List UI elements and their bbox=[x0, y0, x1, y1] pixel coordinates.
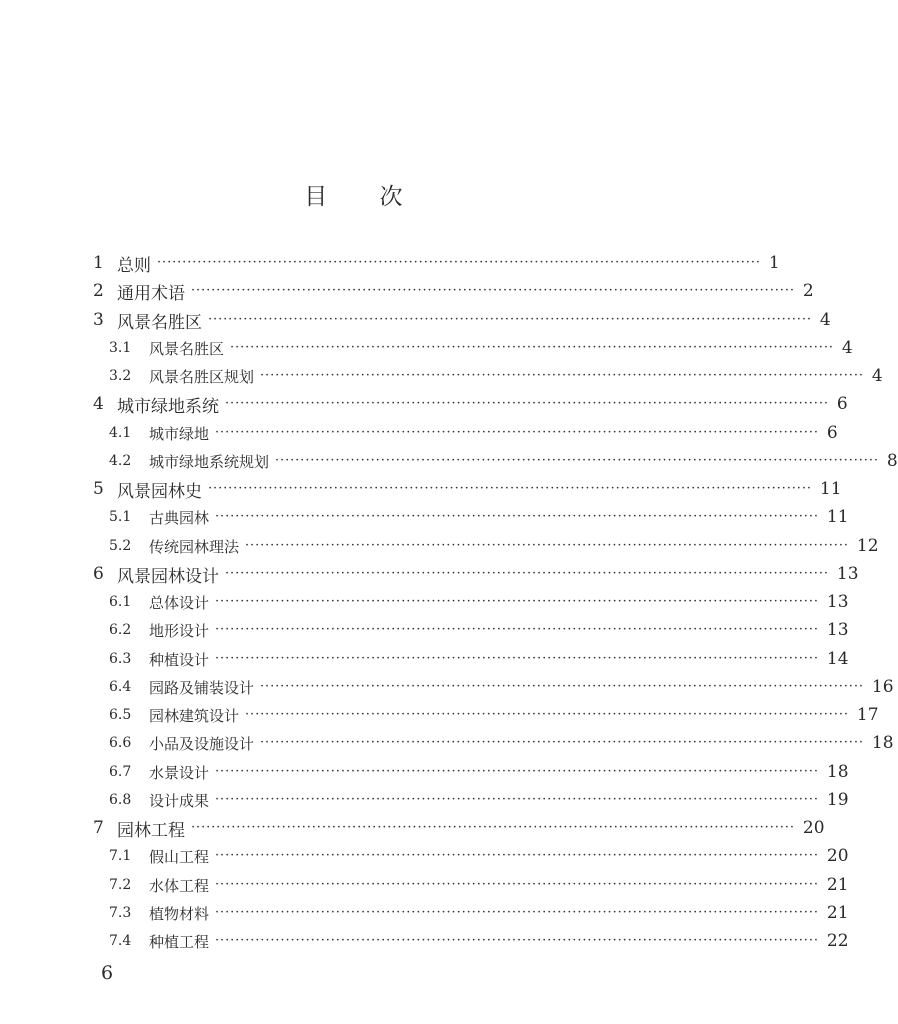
toc-section-row[interactable] bbox=[0, 334, 853, 362]
toc-dot-leader: ························································································································ bbox=[215, 848, 819, 863]
toc-dot-leader: ························································································································ bbox=[157, 255, 761, 270]
toc-entry-title: 风景名胜区 bbox=[117, 312, 202, 333]
toc-section-row[interactable] bbox=[0, 503, 849, 531]
toc-entry-title: 总则 bbox=[117, 255, 151, 276]
toc-entry-number: 4.2 bbox=[109, 453, 132, 469]
toc-entry-title: 假山工程 bbox=[149, 847, 210, 866]
toc-entry-title: 小品及设施设计 bbox=[149, 734, 255, 753]
toc-entry-title: 风景名胜区规划 bbox=[149, 367, 255, 386]
toc-dot-leader: ························································································································ bbox=[230, 340, 834, 355]
toc-section-row[interactable] bbox=[0, 899, 849, 927]
toc-entry-number: 4 bbox=[93, 394, 104, 414]
toc-entry-page: 1 bbox=[768, 253, 780, 273]
toc-section-row[interactable] bbox=[0, 871, 849, 899]
toc-entry-page: 18 bbox=[871, 733, 894, 753]
toc-dot-leader: ························································································································ bbox=[208, 481, 812, 496]
toc-entry-page: 6 bbox=[836, 394, 848, 414]
toc-entry-title: 总体设计 bbox=[149, 593, 210, 612]
toc-entry-title: 古典园林 bbox=[149, 508, 210, 527]
toc-entry-page: 13 bbox=[836, 564, 859, 584]
toc-entry-title: 风景园林设计 bbox=[117, 566, 219, 587]
toc-entry-number: 6.8 bbox=[109, 792, 132, 808]
toc-dot-leader: ························································································································ bbox=[208, 312, 812, 327]
toc-entry-page: 6 bbox=[826, 423, 838, 443]
toc-dot-leader: ························································································································ bbox=[215, 594, 819, 609]
toc-entry-page: 2 bbox=[802, 281, 814, 301]
toc-entry-title: 城市绿地系统规划 bbox=[149, 452, 270, 471]
toc-dot-leader: ························································································································ bbox=[260, 368, 864, 383]
toc-entry-title: 设计成果 bbox=[149, 791, 210, 810]
toc-section-row[interactable] bbox=[0, 532, 879, 560]
toc-entry-page: 20 bbox=[802, 818, 825, 838]
toc-entry-page: 12 bbox=[856, 536, 879, 556]
toc-dot-leader: ························································································································ bbox=[260, 679, 864, 694]
toc-entry-number: 3.2 bbox=[109, 368, 132, 384]
toc-entry-number: 7.2 bbox=[109, 877, 132, 893]
page-title bbox=[0, 178, 707, 211]
toc-section-row[interactable] bbox=[0, 758, 849, 786]
toc-section-row[interactable] bbox=[0, 701, 879, 729]
toc-entry-number: 5.1 bbox=[109, 509, 132, 525]
toc-section-row[interactable] bbox=[0, 927, 849, 955]
toc-entry-title: 传统园林理法 bbox=[149, 537, 240, 556]
toc-entry-title: 种植设计 bbox=[149, 650, 210, 669]
toc-entry-title: 种植工程 bbox=[149, 932, 210, 951]
toc-dot-leader: ························································································································ bbox=[225, 396, 829, 411]
toc-dot-leader: ························································································································ bbox=[191, 820, 795, 835]
toc-entry-number: 5.2 bbox=[109, 538, 132, 554]
toc-dot-leader: ························································································································ bbox=[260, 735, 864, 750]
toc-chapter-row[interactable] bbox=[0, 249, 780, 277]
toc-entry-page: 19 bbox=[826, 790, 849, 810]
toc-section-row[interactable] bbox=[0, 616, 849, 644]
toc-dot-leader: ························································································································ bbox=[215, 764, 819, 779]
toc-entry-page: 16 bbox=[871, 677, 894, 697]
toc-entry-number: 6.5 bbox=[109, 707, 132, 723]
toc-entry-title: 植物材料 bbox=[149, 904, 210, 923]
toc-entry-page: 22 bbox=[826, 931, 849, 951]
toc-entry-number: 7.1 bbox=[109, 848, 132, 864]
toc-entry-title: 园林工程 bbox=[117, 820, 185, 841]
toc-entry-number: 7.4 bbox=[109, 933, 132, 949]
toc-entry-title: 城市绿地系统 bbox=[117, 396, 219, 417]
toc-entry-page: 11 bbox=[826, 507, 849, 527]
toc-entry-page: 11 bbox=[819, 479, 842, 499]
toc-dot-leader: ························································································································ bbox=[225, 566, 829, 581]
toc-chapter-row[interactable] bbox=[0, 390, 848, 418]
toc-entry-page: 13 bbox=[826, 620, 849, 640]
toc-section-row[interactable] bbox=[0, 673, 894, 701]
toc-entry-title: 地形设计 bbox=[149, 621, 210, 640]
toc-entry-number: 6.3 bbox=[109, 651, 132, 667]
toc-entry-title: 通用术语 bbox=[117, 283, 185, 304]
toc-dot-leader: ························································································································ bbox=[245, 707, 849, 722]
toc-entry-page: 8 bbox=[886, 451, 898, 471]
toc-dot-leader: ························································································································ bbox=[215, 877, 819, 892]
toc-entry-number: 6.2 bbox=[109, 622, 132, 638]
toc-entry-page: 4 bbox=[841, 338, 853, 358]
toc-entry-title: 园路及铺装设计 bbox=[149, 678, 255, 697]
toc-entry-title: 水景设计 bbox=[149, 763, 210, 782]
toc-section-row[interactable] bbox=[0, 645, 849, 673]
toc-entry-number: 6.7 bbox=[109, 764, 132, 780]
toc-section-row[interactable] bbox=[0, 729, 894, 757]
toc-dot-leader: ························································································································ bbox=[215, 509, 819, 524]
toc-entry-page: 13 bbox=[826, 592, 849, 612]
toc-entry-number: 5 bbox=[93, 479, 104, 499]
toc-entry-page: 4 bbox=[871, 366, 883, 386]
toc-chapter-row[interactable] bbox=[0, 560, 859, 588]
toc-entry-page: 4 bbox=[819, 310, 831, 330]
toc-dot-leader: ························································································································ bbox=[275, 453, 879, 468]
toc-entry-number: 6 bbox=[93, 564, 104, 584]
toc-dot-leader: ························································································································ bbox=[215, 425, 819, 440]
title-char-2: 次 bbox=[379, 184, 403, 210]
toc-chapter-row[interactable] bbox=[0, 814, 825, 842]
toc-entry-title: 风景园林史 bbox=[117, 481, 202, 502]
toc-entry-number: 2 bbox=[93, 281, 104, 301]
toc-chapter-row[interactable] bbox=[0, 306, 831, 334]
toc-dot-leader: ························································································································ bbox=[215, 622, 819, 637]
toc-section-row[interactable] bbox=[0, 419, 838, 447]
toc-section-row[interactable] bbox=[0, 362, 883, 390]
toc-dot-leader: ························································································································ bbox=[191, 283, 795, 298]
toc-entry-page: 17 bbox=[856, 705, 879, 725]
toc-entry-number: 3 bbox=[93, 310, 104, 330]
toc-section-row[interactable] bbox=[0, 842, 849, 870]
toc-dot-leader: ························································································································ bbox=[215, 905, 819, 920]
toc-chapter-row[interactable] bbox=[0, 475, 842, 503]
toc-entry-number: 3.1 bbox=[109, 340, 132, 356]
toc-entry-page: 21 bbox=[826, 875, 849, 895]
toc-entry-number: 7 bbox=[93, 818, 104, 838]
toc-entry-page: 20 bbox=[826, 846, 849, 866]
toc-entry-title: 水体工程 bbox=[149, 876, 210, 895]
toc-entry-number: 6.6 bbox=[109, 735, 132, 751]
toc-entry-title: 风景名胜区 bbox=[149, 339, 225, 358]
toc-dot-leader: ························································································································ bbox=[215, 651, 819, 666]
toc-section-row[interactable] bbox=[0, 447, 898, 475]
toc-dot-leader: ························································································································ bbox=[215, 792, 819, 807]
toc-entry-title: 园林建筑设计 bbox=[149, 706, 240, 725]
toc-chapter-row[interactable] bbox=[0, 277, 814, 305]
toc-entry-page: 21 bbox=[826, 903, 849, 923]
toc-entry-page: 14 bbox=[826, 649, 849, 669]
toc-entry-page: 18 bbox=[826, 762, 849, 782]
page-number: 6 bbox=[101, 962, 114, 984]
title-char-1: 目 bbox=[304, 184, 328, 210]
toc-entry-number: 1 bbox=[93, 253, 104, 273]
toc-entry-number: 7.3 bbox=[109, 905, 132, 921]
toc-entry-number: 4.1 bbox=[109, 425, 132, 441]
toc-entry-number: 6.4 bbox=[109, 679, 132, 695]
toc-dot-leader: ························································································································ bbox=[215, 933, 819, 948]
toc-entry-number: 6.1 bbox=[109, 594, 132, 610]
toc-section-row[interactable] bbox=[0, 786, 849, 814]
toc-section-row[interactable] bbox=[0, 588, 849, 616]
toc-dot-leader: ························································································································ bbox=[245, 538, 849, 553]
toc-entry-title: 城市绿地 bbox=[149, 424, 210, 443]
